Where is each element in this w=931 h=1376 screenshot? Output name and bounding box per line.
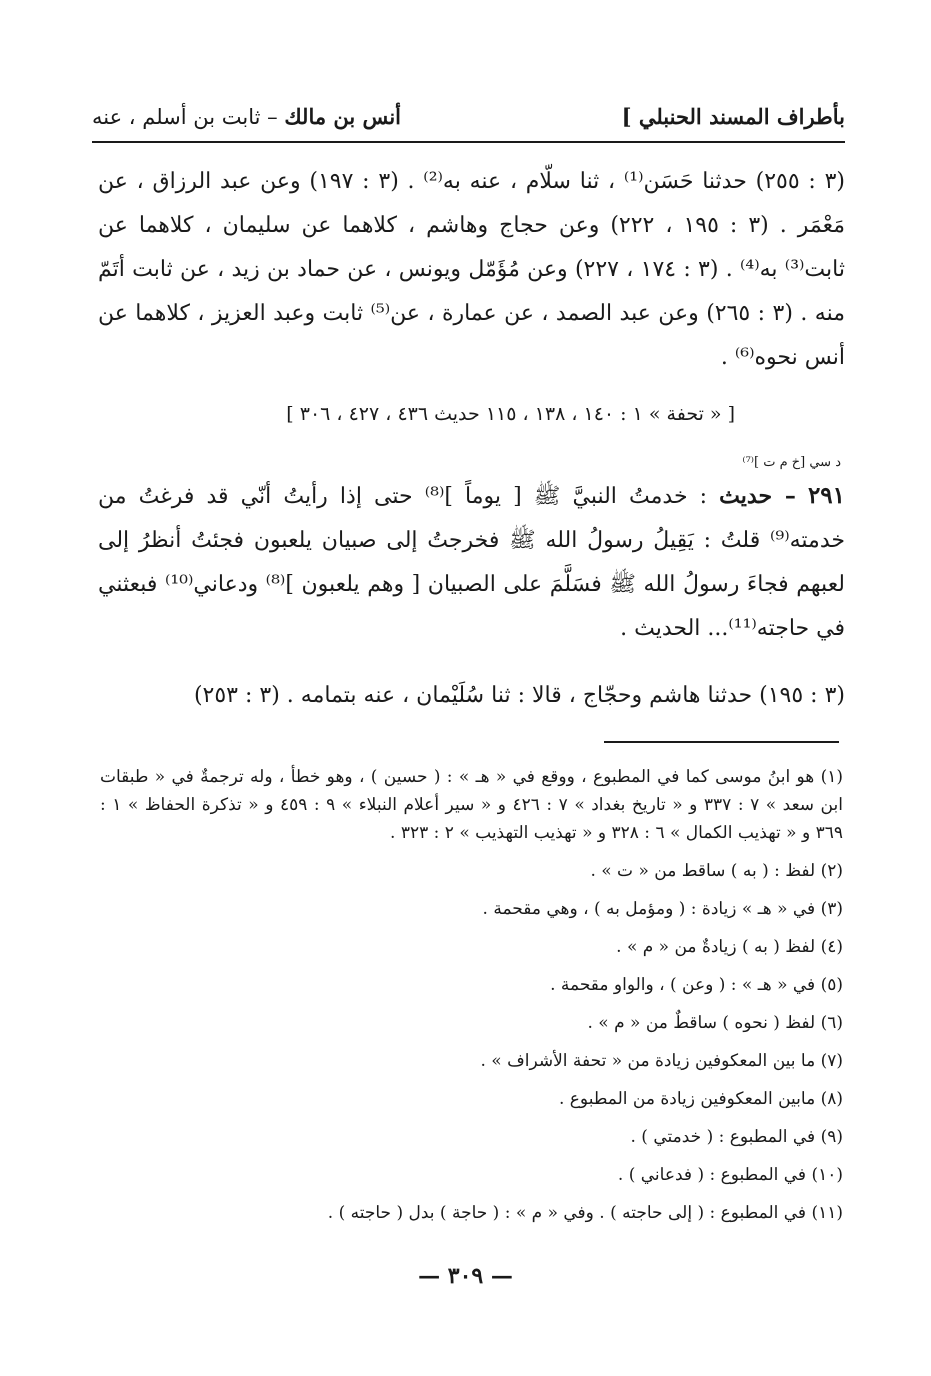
- header-section-title: [92, 104, 401, 129]
- hadith-number: ٢٩١: [807, 482, 845, 509]
- footnote: (٩) في المطبوع : ( خدمتي ) .: [630, 1127, 843, 1147]
- footnote: (٦) لفظ ( نحوه ) ساقطٌ من « م » .: [587, 1013, 843, 1033]
- footnote: (٥) في « هـ » : ( وعن ) ، والواو مقحمة .: [550, 975, 843, 995]
- header-rule: [92, 141, 845, 143]
- footnote-rule: [604, 741, 839, 743]
- source-sigla: د سي [خ م ت ]⁽⁷⁾: [742, 455, 841, 470]
- header-narrator: أنس بن مالك: [284, 104, 402, 129]
- footnote: (٨) مابين المعكوفين زيادة من المطبوع .: [558, 1089, 843, 1109]
- running-header: [92, 98, 845, 138]
- footnote: (٢) لفظ : ( به ) ساقط من « ت » .: [590, 861, 843, 881]
- header-book-title: بأطراف المسند الحنبلي ]: [621, 104, 845, 129]
- hadith-paragraph: [98, 474, 845, 651]
- footnote: (٣) في « هـ » زيادة : ( ومؤمل به ) ، وهي مقحمة .: [482, 899, 843, 919]
- footnote: (١١) في المطبوع : ( إلى حاجته ) . وفي « م » : ( حاجة ) بدل ( حاجته ) .: [327, 1203, 843, 1223]
- footnote: (١٠) في المطبوع : ( فدعاني ) .: [617, 1165, 843, 1185]
- hadith-text: : خدمتُ النبيَّ ﷺ [ يوماً ]⁽⁸⁾ حتى إذا رأيتُ أنّي قد فرغتُ من خدمته⁽⁹⁾ قلتُ : يَقِيلُ رسولُ الله ﷺ فخرجتُ إلى صبيان يلعبون فجئتُ أنظرُ إلى لعبهم فجاءَ رسولُ الله ﷺ فسَلَّمَ على الصبيان [ وهم يلعبون ]⁽⁸⁾ ودعاني⁽¹⁰⁾ فبعثني في حاجته⁽¹¹⁾... الحديث .: [98, 484, 846, 641]
- footnote: (٧) ما بين المعكوفين زيادة من « تحفة الأشراف » .: [480, 1051, 843, 1071]
- page-number: — ٣٠٩ —: [418, 1263, 513, 1289]
- chain-paragraph: (٣ : ١٩٥) حدثنا هاشم وحجّاج ، قالا : ثنا سُلَيْمان ، عنه بتمامه . (٣ : ٢٥٣): [193, 683, 845, 708]
- footnotes: [100, 763, 843, 1237]
- tuhfa-reference: [ « تحفة » ١ : ١٤٠ ، ١٣٨ ، ١١٥ حديث ٤٣٦ ، ٤٢٧ ، ٣٠٦ ]: [286, 403, 735, 425]
- footnote: (٤) لفظ ( به ) زيادةٌ من « م » .: [616, 937, 843, 957]
- header-chain: – ثابت بن أسلم ، عنه: [92, 105, 285, 129]
- isnad-paragraph: (٣ : ٢٥٥) حدثنا حَسَن⁽¹⁾ ، ثنا سلّام ، عنه به⁽²⁾ . (٣ : ١٩٧) وعن عبد الرزاق ، عن مَعْمَر . (٣ : ١٩٥ ، ٢٢٢) وعن حجاج وهاشم ، كلاهما عن سليمان ، كلاهما عن ثابت⁽³⁾ به⁽⁴⁾ . (٣ : ١٧٤ ، ٢٢٧) وعن مُؤَمّل ويونس ، عن حماد بن زيد ، عن ثابت أتَمّ منه . (٣ : ٢٦٥) وعن عبد الصمد ، عن عمارة ، عن⁽⁵⁾ ثابت وعبد العزيز ، كلاهما عن أنس نحوه⁽⁶⁾ .: [98, 169, 846, 370]
- hadith-keyword: – حديث: [719, 483, 796, 509]
- footnote: (١) هو ابنُ موسى كما في المطبوع ، ووقع في « هـ » : ( حسين ) ، وهو خطأ ، وله ترجمةٌ في « طبقات ابن سعد » ٧ : ٣٣٧ و « تاريخ بغداد » ٧ : ٤٢٦ و « سير أعلام النبلاء » ٩ : ٤٥٩ و « تذكرة الحفاظ » ١ : ٣٦٩ و « تهذيب الكمال » ٦ : ٣٢٨ و « تهذيب التهذيب » ٢ : ٣٢٣ .: [100, 767, 843, 843]
